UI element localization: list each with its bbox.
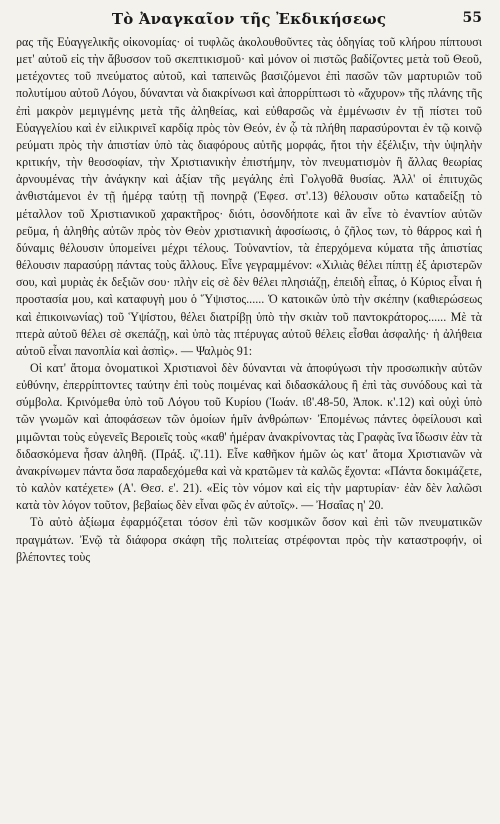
body-text — [16, 34, 482, 566]
paragraph-1: ρας τῆς Εὐαγγελικῆς οἰκονομίας· οἱ τυφλῶς ἀκολουθοῦντες τὰς ὁδηγίας τοῦ κλήρου πίπτουσι μετ' αὐτοῦ εἰς τὴν ἄβυσσον τοῦ σκεπτικισμοῦ· καὶ μόνον οἱ πιστῶς βαδίζοντες μετὰ τοῦ Θεοῦ, μετέχοντες τοῦ πνεύματος αὐτοῦ, καὶ ταπεινῶς βασιζόμενοι ἐπὶ πασῶν τῶν μαρτυριῶν τοῦ πολυτίμου αὐτοῦ Λόγου, δύνανται νὰ διακρίνωσι καὶ ἀπορρίπτωσι τὸ «ἄχυρον» τῆς πλάνης τῆς ἐπὶ μακρὸν μεμιγμένης μετὰ τῆς ἀληθείας, καὶ εὐθαρσῶς νὰ ἐμμένωσιν ἐν τῇ πίστει τοῦ Εὐαγγελίου καὶ ἐν εἰλικρινεῖ καρδίᾳ πρὸς τὸν Θεόν, ἐν ᾧ τὰ πλήθη παρασύρονται ἐν τῷ κοινῷ ρεύματι πρὸς τὴν ἀπιστίαν ὑπὸ τὰς διαφόρους αὐτῆς μορφάς, ἤτοι τὴν ἐξέλιξιν, τὴν ὑψηλὴν κριτικήν, τὴν θεοσοφίαν, τὴν Χριστιανικὴν ἐπιστήμην, τὸν πνευματισμὸν ἢ ἄλλας θεωρίας ἀρνουμένας τὴν ἀνάγκην καὶ ἀξίαν τῆς μεγάλης ἐπὶ Γολγοθᾶ θυσίας. Ἀλλ' οἱ ἐπιτυχῶς ἀνθιστάμενοι ἐν τῇ ἡμέρᾳ ταύτῃ τῇ πονηρᾷ (Ἐφεσ. στ'.13) θέλουσιν οὕτω καταδείξῃ τὸ μέταλλον τοῦ Χριστιανικοῦ χαρακτῆρος· διότι, ὁσονδήποτε καὶ ἂν εἶνε τὸ ἐναντίον αὐτῶν ρεῦμα, ἡ ἀληθὴς αὐτῶν πρὸς τὸν Θεὸν χριστιανικὴ ἀφοσίωσις, ὁ ζῆλος των, τὸ θάρρος καὶ ἡ δύναμις θέλουσιν ὑπομείνει μέχρι τέλους. Τοὐναντίον, τὰ ἐπερχόμενα κύματα τῆς ἀπιστίας θέλουσιν παρασύρῃ πάντας τοὺς ἄλλους. Εἶνε γεγραμμένον: «Χιλιὰς θέλει πίπτῃ ἐξ ἀριστερῶν σου, καὶ μυριὰς ἐκ δεξιῶν σου· πλὴν εἰς σὲ δὲν θέλει πλησιάζῃ, ἐπειδὴ εἶπας, ὁ Κύριος εἶναι ἡ προστασία μου, καὶ καταφυγὴ μου ὁ Ὕψιστος...... Ὁ κατοικῶν ὑπὸ τὴν σκέπην (καθιερώσεως καὶ ἐπικοινωνίας) τοῦ Ὑψίστου, θέλει διατρίβῃ ὑπὸ τὴν σκιὰν τοῦ παντοκράτορος...... Μὲ τὰ πτερὰ αὐτοῦ θέλει σὲ σκεπάζῃ, καὶ ὑπὸ τὰς πτέρυγας αὐτοῦ θέλεις εἶσθαι ἀσφαλής· ἡ ἀλήθεια αὐτοῦ εἶναι πανοπλία καὶ ἀσπὶς». — Ψαλμὸς 91: — [16, 35, 482, 358]
paragraph-3: Τὸ αὐτὸ ἀξίωμα ἐφαρμόζεται τόσον ἐπὶ τῶν κοσμικῶν ὅσον καὶ ἐπὶ τῶν πνευματικῶν πραγμάτων. Ἐνῷ τὰ διάφορα σκάφη τῆς πολιτείας στρέφονται πρὸς τὴν καταστροφήν, οἱ βλέποντες τοὺς — [16, 515, 482, 564]
page-header — [16, 6, 482, 34]
paragraph-2: Οἱ κατ' ἄτομα ὀνοματικοὶ Χριστιανοὶ δὲν δύνανται νὰ ἀποφύγωσι τὴν προσωπικὴν αὐτῶν εὐθύνην, ἐπερρίπτοντες ταύτην ἐπὶ τοὺς ποιμένας καὶ διδασκάλους ἢ ἐπὶ τὰς συνόδους καὶ τὰ σύμβολα. Κρινόμεθα ὑπὸ τοῦ Λόγου τοῦ Κυρίου (Ἰωάν. ιϐ'.48-50, Ἀποκ. κ'.12) καὶ οὐχὶ ὑπὸ τῶν γνωμῶν καὶ ἀποφάσεων τῶν ὁμοίων ἡμῖν ἀνθρώπων· Ἐπομένως πάντες ὀφείλουσι καὶ μιμῶνται τοὺς εὐγενεῖς Βεροιεῖς τοὺς «καθ' ἡμέραν ἀνακρίνοντας τὰς Γραφὰς ἵνα ἴδωσιν ἐὰν τὰ διδασκόμενα ἦσαν ἀληθῆ. (Πράξ. ιζ'.11). Εἶνε καθῆκον ἡμῶν ὡς κατ' ἄτομα Χριστιανῶν νὰ ἀνακρίνωμεν πάντα ὅσα παραδεχόμεθα καὶ νὰ κρατῶμεν τὰ καλῶς ἔχοντα: «Πάντα δοκιμάζετε, τὸ καλὸν κατέχετε» (Α'. Θεσ. ε'. 21). «Εἰς τὸν νόμον καὶ εἰς τὴν μαρτυρίαν· ἐὰν δὲν λαλῶσι κατὰ τὸν λόγον τοῦτον, βεβαίως δὲν εἶναι φῶς ἐν αὐτοῖς». — Ἠσαΐας η' 20. — [16, 360, 482, 513]
running-title: Τὸ Ἀναγκαῖον τῆς Ἐκδικήσεως — [111, 10, 387, 28]
page-number: 55 — [462, 10, 482, 26]
